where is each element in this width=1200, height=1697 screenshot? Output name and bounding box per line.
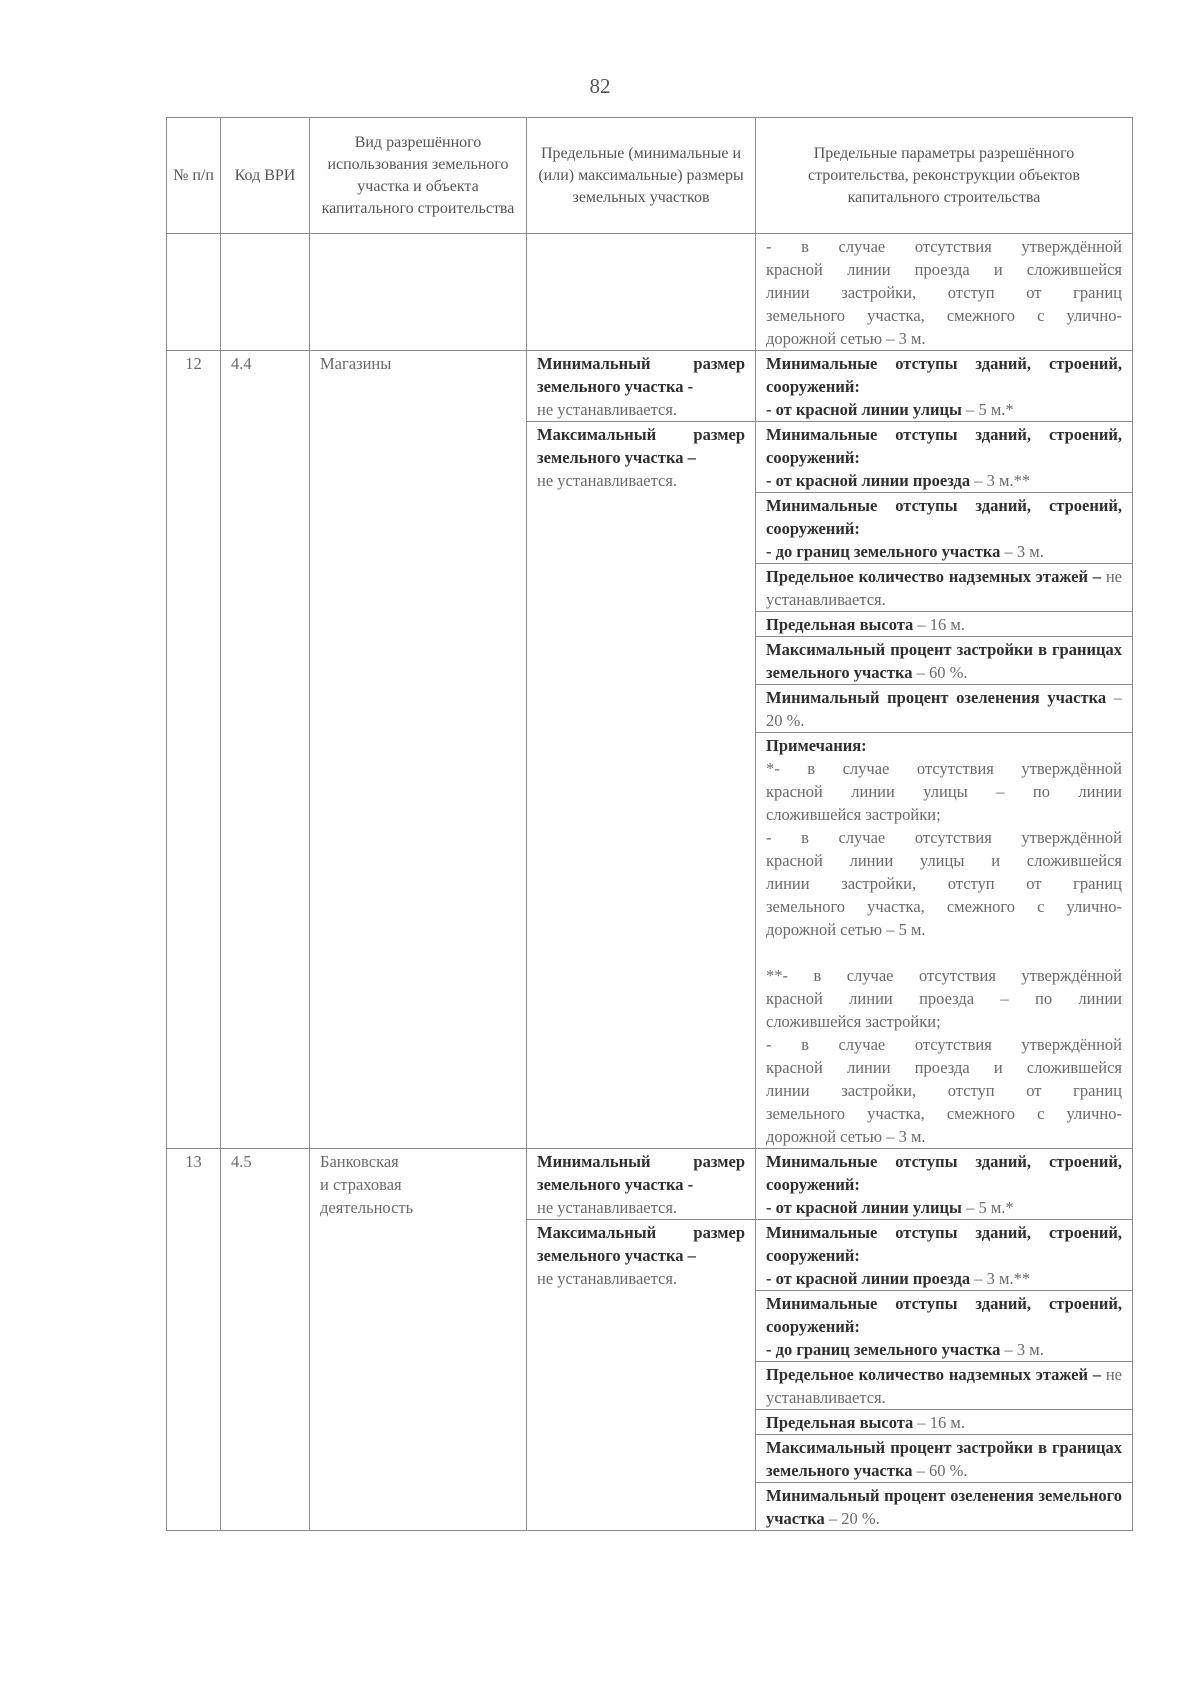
param-cell: Минимальные отступы зданий, строений, сооружений: - от красной линии проезда – 3 м.** [756, 1220, 1133, 1291]
min-size-label: Минимальный размер земельного участка - [537, 1152, 745, 1194]
param-cell: Максимальный процент застройки в границах земельного участка – 60 %. [756, 637, 1133, 685]
min-size-label: Минимальный размер земельного участка - [537, 354, 745, 396]
max-size-cell [527, 422, 756, 1149]
cell-empty [167, 234, 221, 351]
param-cell: Предельное количество надземных этажей – не устанавливается. [756, 564, 1133, 612]
cell-empty [527, 234, 756, 351]
min-size-cell [527, 1149, 756, 1220]
min-size-value: не устанавливается. [537, 1198, 678, 1217]
header-size: Предельные (минимальные и (или) максимальные) размеры земельных участков [527, 118, 756, 234]
header-num: № п/п [167, 118, 221, 234]
param-cell: Минимальные отступы зданий, строений, сооружений: - от красной линии улицы – 5 м.* [756, 1149, 1133, 1220]
min-size-cell [527, 351, 756, 422]
cell-empty [221, 234, 310, 351]
row-code: 4.4 [221, 351, 310, 1149]
param-cell: Предельное количество надземных этажей – не устанавливается. [756, 1362, 1133, 1410]
min-size-value: не устанавливается. [537, 400, 678, 419]
param-cell: Минимальные отступы зданий, строений, сооружений: - от красной линии проезда – 3 м.** [756, 422, 1133, 493]
header-code: Код ВРИ [221, 118, 310, 234]
param-cell: Предельная высота – 16 м. [756, 612, 1133, 637]
param-cell: Минимальный процент озеленения земельного участка – 20 %. [756, 1483, 1133, 1531]
param-cell: Предельная высота – 16 м. [756, 1410, 1133, 1435]
table-header-row [167, 118, 1133, 234]
row-number: 12 [167, 351, 221, 1149]
max-size-label: Максимальный размер земельного участка – [537, 425, 745, 467]
page-number: 82 [589, 74, 611, 98]
table-row-continuation [167, 234, 1133, 351]
max-size-value: не устанавливается. [537, 1269, 678, 1288]
header-use: Вид разрешённого использования земельного участка и объекта капитального строительства [310, 118, 527, 234]
param-cell: Минимальный процент озеленения участка – 20 %. [756, 685, 1133, 733]
param-cell: Минимальные отступы зданий, строений, сооружений: - до границ земельного участка – 3 м. [756, 493, 1133, 564]
max-size-label: Максимальный размер земельного участка – [537, 1223, 745, 1265]
row-use-name: Банковская и страховая деятельность [310, 1149, 527, 1531]
max-size-value: не устанавливается. [537, 471, 678, 490]
continuation-note: - в случае отсутствия утверждённой красной линии проезда и сложившейся линии застройки, отступ от границ земельного участка, смежного с улично- дорожной сетью – 3 м. [756, 234, 1133, 351]
header-params: Предельные параметры разрешённого строительства, реконструкции объектов капитального строительства [756, 118, 1133, 234]
row-number: 13 [167, 1149, 221, 1531]
table-row [167, 351, 1133, 422]
notes-title: Примечания: [766, 736, 867, 755]
zoning-table [166, 117, 1133, 1531]
max-size-cell [527, 1220, 756, 1531]
notes-cell: Примечания: *- в случае отсутствия утверждённой красной линии улицы – по линии сложившейся застройки; - в случае отсутствия утверждённой красной линии улицы и сложившейся линии застройки, отступ от границ земельного участка, смежного с улично- дорожной сетью – 5 м. **- в случае отсутствия утверждённой красной линии проезда – по линии сложившейся застройки; - в случае отсутствия утверждённой красной линии проезда и сложившейся линии застройки, отступ от границ земельного участка, смежного с улично- дорожной сетью – 3 м. [756, 733, 1133, 1149]
param-cell: Максимальный процент застройки в границах земельного участка – 60 %. [756, 1435, 1133, 1483]
row-code: 4.5 [221, 1149, 310, 1531]
cell-empty [310, 234, 527, 351]
param-cell: Минимальные отступы зданий, строений, сооружений: - от красной линии улицы – 5 м.* [756, 351, 1133, 422]
row-use-name: Магазины [310, 351, 527, 1149]
table-row [167, 1149, 1133, 1220]
param-cell: Минимальные отступы зданий, строений, сооружений: - до границ земельного участка – 3 м. [756, 1291, 1133, 1362]
